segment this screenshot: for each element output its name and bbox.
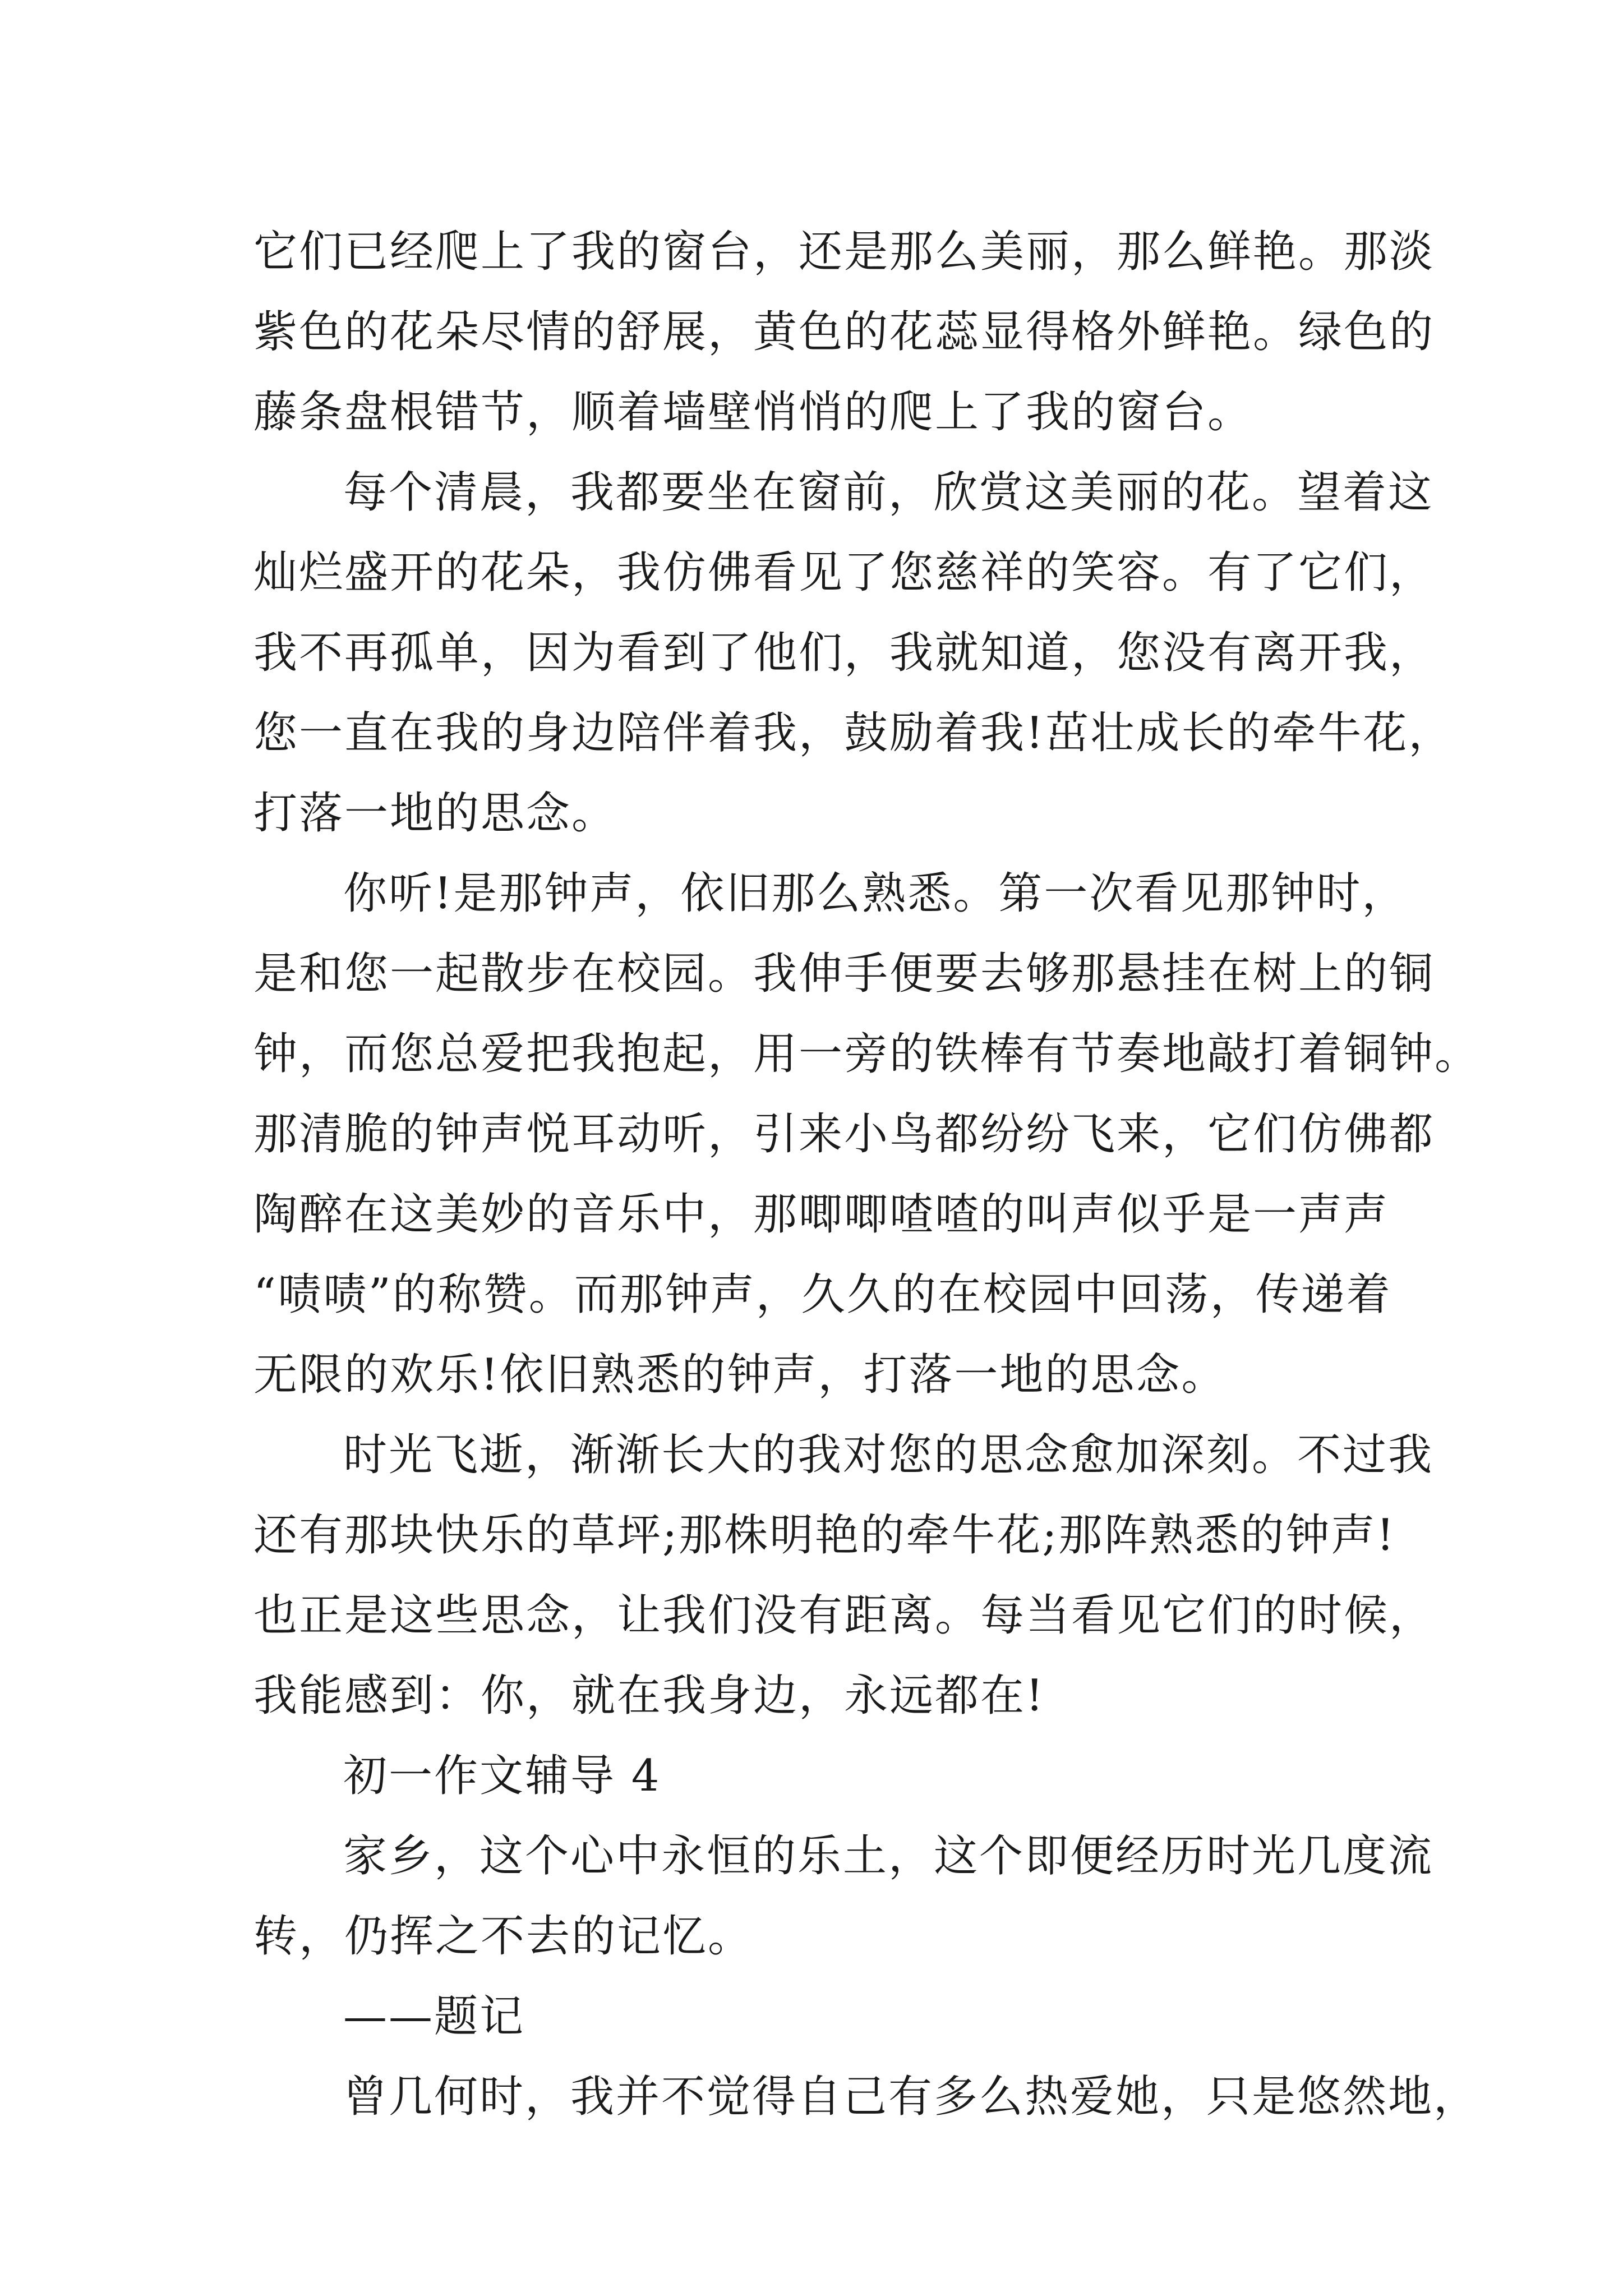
text-line: 我不再孤单，因为看到了他们，我就知道，您没有离开我， [253, 628, 1435, 678]
text-line: 它们已经爬上了我的窗台，还是那么美丽，那么鲜艳。那淡 [253, 227, 1435, 277]
text-line: 您一直在我的身边陪伴着我，鼓励着我!茁壮成长的牵牛花， [253, 708, 1454, 758]
text-line: 初一作文辅导 4 [343, 1751, 661, 1801]
text-line: 你听!是那钟声，依旧那么熟悉。第一次看见那钟时， [343, 868, 1408, 919]
text-line: 也正是这些思念，让我们没有距离。每当看见它们的时候， [253, 1590, 1435, 1641]
text-line: 灿烂盛开的花朵，我仿佛看见了您慈祥的笑容。有了它们， [253, 547, 1435, 598]
text-line: 我能感到：你，就在我身边，永远都在! [253, 1671, 1045, 1721]
text-line: 那清脆的钟声悦耳动听，引来小鸟都纷纷飞来，它们仿佛都 [253, 1109, 1435, 1159]
text-line: 打落一地的思念。 [253, 788, 617, 839]
text-line: 曾几何时，我并不觉得自己有多么热爱她，只是悠然地， [343, 2072, 1479, 2122]
text-line: 是和您一起散步在校园。我伸手便要去够那悬挂在树上的铜 [253, 949, 1435, 999]
text-line: “啧啧”的称赞。而那钟声，久久的在校园中回荡，传递着 [253, 1269, 1392, 1320]
text-line: 钟，而您总爱把我抱起，用一旁的铁棒有节奏地敲打着铜钟。 [253, 1029, 1481, 1079]
text-line: 还有那块快乐的草坪;那株明艳的牵牛花;那阵熟悉的钟声! [253, 1510, 1396, 1561]
text-line: ——题记 [343, 1991, 525, 2042]
document-body [253, 212, 1481, 2137]
text-line: 陶醉在这美妙的音乐中，那唧唧喳喳的叫声似乎是一声声 [253, 1189, 1390, 1240]
text-line: 紫色的花朵尽情的舒展，黄色的花蕊显得格外鲜艳。绿色的 [253, 307, 1435, 357]
text-line: 每个清晨，我都要坐在窗前，欣赏这美丽的花。望着这 [343, 467, 1434, 518]
text-line: 藤条盘根错节，顺着墙壁悄悄的爬上了我的窗台。 [253, 387, 1253, 438]
text-line: 无限的欢乐!依旧熟悉的钟声，打落一地的思念。 [253, 1350, 1227, 1400]
text-line: 家乡，这个心中永恒的乐土，这个即便经历时光几度流 [343, 1831, 1434, 1881]
text-line: 转，仍挥之不去的记忆。 [253, 1911, 754, 1962]
text-line: 时光飞逝，渐渐长大的我对您的思念愈加深刻。不过我 [343, 1430, 1434, 1480]
